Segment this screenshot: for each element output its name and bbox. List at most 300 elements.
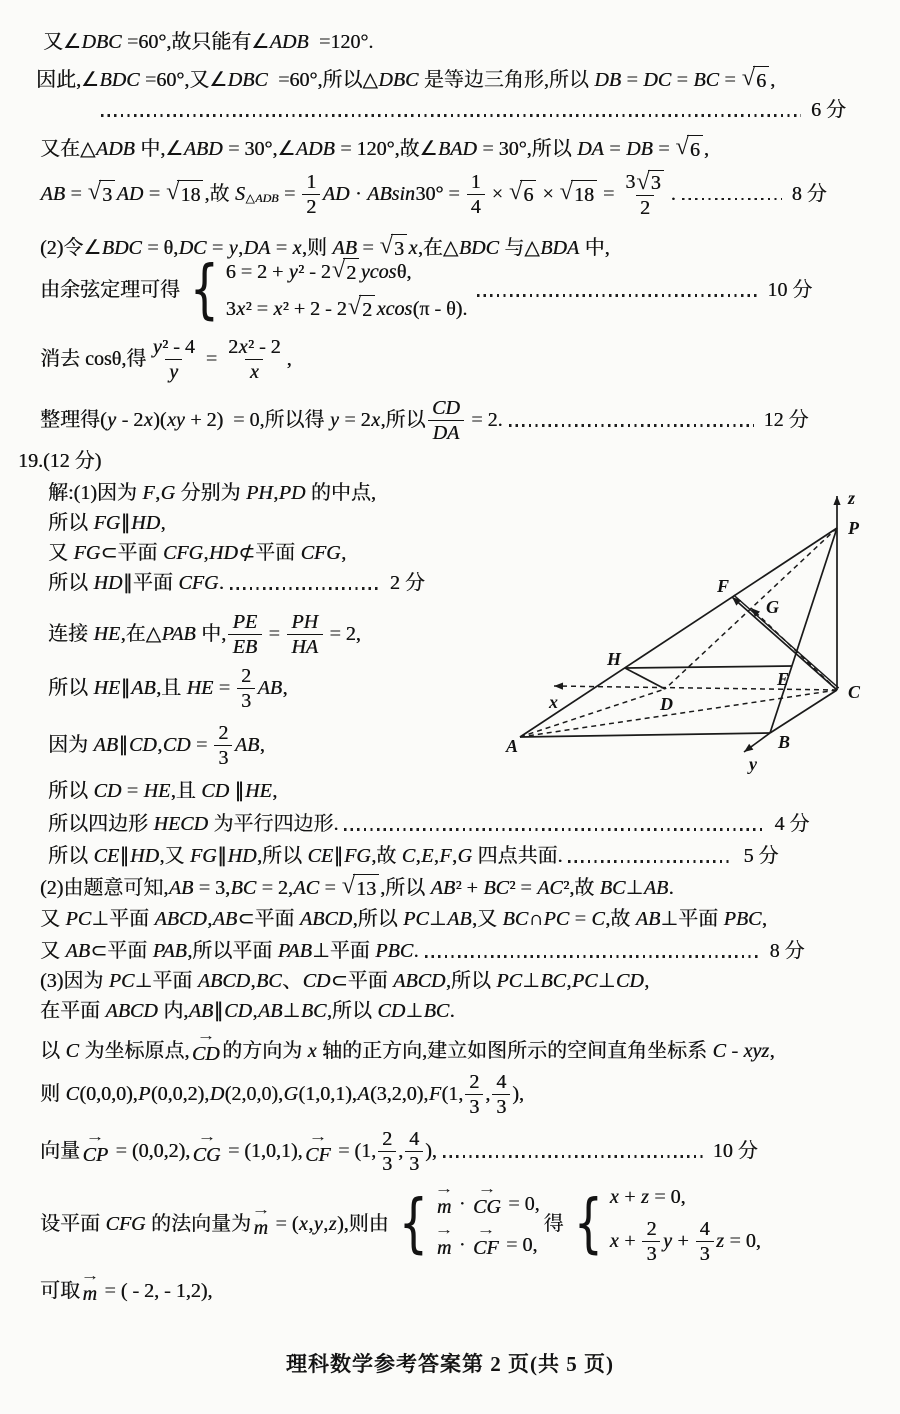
radicand: [343, 258, 359, 286]
text-run: 内,: [158, 1000, 189, 1022]
text-run: = 2,: [324, 623, 361, 645]
vector-arrow-icon: →: [477, 1182, 497, 1197]
math-var: BC: [483, 876, 509, 899]
text-run: (0,0,0),: [79, 1083, 138, 1105]
text-run: ,所以: [445, 970, 496, 992]
math-var: BC: [230, 876, 257, 899]
math-var: HE: [93, 623, 121, 645]
text-run: (3,2,0),: [370, 1083, 429, 1105]
math-var: AB: [188, 1000, 214, 1022]
cases-group: [393, 1182, 540, 1261]
math-var: F: [142, 482, 155, 504]
numerator: [405, 1129, 423, 1151]
line-19-para: [48, 812, 809, 837]
math-var: CG: [473, 1196, 501, 1218]
math-var: BAD: [437, 137, 477, 160]
line-result-12: [40, 398, 809, 443]
line-19-2a: [40, 874, 674, 902]
text-run: ⊥: [282, 1000, 301, 1022]
denominator: [214, 745, 232, 768]
text-run: ,且: [156, 677, 187, 699]
denominator: [696, 1241, 714, 1264]
math-var: EB: [232, 636, 258, 658]
text-run: 1: [470, 170, 481, 193]
sqrt-expression: [676, 135, 703, 163]
math-var: AB: [430, 876, 456, 899]
point-label-G: G: [766, 597, 779, 617]
vector-body: [436, 1196, 451, 1218]
math-var: CD: [224, 1000, 252, 1022]
text-run: 解:(1)因为: [48, 482, 142, 504]
math-var: C: [65, 1039, 79, 1062]
math-var: m: [253, 1216, 268, 1239]
text-run: .: [668, 876, 674, 899]
text-run: ,: [308, 1213, 314, 1235]
cases-row: [226, 295, 468, 323]
text-run: 10 分: [712, 1140, 758, 1162]
text-run: ,在△: [120, 623, 162, 645]
math-var: AB: [131, 677, 156, 699]
text-run: +: [619, 1186, 641, 1208]
denominator: [245, 359, 263, 382]
math-var: DBC: [81, 31, 122, 53]
text-run: 3: [225, 297, 236, 320]
text-run: 所以: [48, 780, 93, 802]
sqrt-expression: [742, 66, 769, 94]
math-var: AB: [447, 908, 472, 930]
text-run: ∥: [229, 780, 245, 802]
math-var: CD: [162, 734, 191, 756]
numerator: [428, 398, 465, 420]
point-label-F: F: [717, 576, 730, 596]
text-run: ,所以: [352, 908, 403, 930]
text-run: ·: [453, 1192, 471, 1215]
vector: [192, 1129, 221, 1168]
line-19-3b: [40, 999, 455, 1024]
text-run: 3: [646, 1243, 657, 1265]
vector: [434, 1223, 454, 1261]
text-run: 整理得(: [40, 409, 107, 431]
math-var: A: [357, 1083, 370, 1105]
radicand: [353, 874, 379, 902]
line-19-m: [40, 1269, 213, 1307]
math-var: BC: [300, 1000, 327, 1022]
text-run: 6 分: [811, 99, 846, 121]
text-run: =: [200, 348, 223, 370]
fraction: [237, 666, 255, 711]
text-run: 所以: [48, 845, 93, 867]
math-var: x: [408, 236, 418, 259]
text-run: ×: [486, 182, 508, 205]
text-run: 的方向为: [222, 1039, 308, 1062]
fraction: [405, 1129, 423, 1174]
sqrt-expression: [509, 180, 536, 208]
text-run: =: [263, 623, 285, 645]
math-var: CD: [615, 970, 644, 992]
vector-arrow-icon: →: [196, 1029, 216, 1044]
math-var: PC: [496, 970, 522, 992]
math-var: CF: [305, 1143, 331, 1166]
radical-sign: √: [559, 178, 574, 206]
text-run: ,: [282, 677, 288, 699]
vector-body: [82, 1144, 109, 1166]
math-var: PAB: [152, 940, 187, 962]
math-var: DB: [594, 68, 621, 91]
math-var: ABD: [183, 137, 223, 160]
numerator: [287, 612, 323, 634]
brace-icon: {: [189, 252, 220, 327]
math-var: xyz: [743, 1039, 770, 1062]
text-run: ∥: [213, 1000, 224, 1022]
math-var: x: [292, 236, 302, 259]
text-run: = 0,: [503, 1192, 540, 1215]
text-run: 以: [40, 1039, 65, 1062]
subscript: [245, 191, 279, 206]
radicand: [520, 180, 536, 208]
score-label: [774, 812, 809, 837]
vector-body: [192, 1144, 221, 1166]
math-var: G: [283, 1083, 298, 1105]
vector-arrow-icon: →: [197, 1129, 217, 1145]
math-var: PC: [571, 970, 598, 992]
math-var: y: [152, 336, 162, 358]
math-var: FG: [93, 512, 121, 534]
text-run: ,: [485, 1083, 491, 1105]
math-var: F: [428, 1083, 442, 1105]
line-19-2c: [40, 939, 805, 964]
score-label: [743, 844, 778, 869]
math-var: DA: [577, 137, 604, 160]
text-run: 18: [180, 184, 201, 207]
text-run: ,: [433, 845, 439, 867]
text-run: ,故: [605, 908, 636, 930]
sqrt-expression: [636, 170, 663, 193]
text-run: = 0,: [724, 1230, 761, 1252]
text-run: 4: [496, 1071, 507, 1093]
text-run: ,: [398, 1140, 404, 1162]
math-var: y: [329, 409, 339, 431]
score-label: [811, 98, 846, 123]
text-run: ⊥: [625, 876, 644, 899]
line-equilateral: [36, 66, 775, 94]
line-19-cdhe: [48, 779, 277, 804]
math-var: CD: [302, 970, 331, 992]
text-run: ,: [273, 482, 279, 504]
radicand: [648, 170, 664, 193]
math-var: E: [421, 845, 434, 867]
numerator: [228, 612, 261, 634]
text-run: (1,: [441, 1083, 464, 1105]
math-var: PH: [291, 611, 319, 633]
radical-sign: √: [341, 872, 356, 899]
text-run: 2: [346, 262, 357, 284]
line-19-1c: [48, 541, 346, 566]
math-var: x: [273, 297, 283, 320]
edge-solid: [770, 690, 837, 733]
text-run: ,: [415, 845, 421, 867]
fraction: [228, 612, 261, 657]
radicand: [571, 180, 597, 208]
text-run: ,: [703, 137, 709, 160]
text-run: = 120°,故∠: [335, 137, 438, 160]
text-run: )(: [153, 409, 167, 431]
vector: [251, 1202, 271, 1241]
text-run: ,: [761, 908, 767, 930]
text-run: 4: [409, 1128, 420, 1150]
radical-sign: √: [636, 168, 650, 195]
denominator: [642, 1241, 660, 1264]
radical-sign: √: [87, 178, 102, 206]
text-run: ,: [238, 236, 244, 259]
text-run: 所以四边形: [48, 813, 153, 835]
math-var: CP: [82, 1143, 109, 1166]
dots-leader: [443, 1155, 703, 1158]
math-var: PAB: [161, 623, 196, 645]
math-var: CD: [201, 780, 230, 802]
math-var: x: [371, 409, 380, 431]
sqrt-expression: [560, 180, 597, 208]
text-run: .: [413, 940, 419, 962]
text-run: ∥: [217, 845, 228, 867]
text-run: = 2: [339, 409, 371, 431]
text-run: 所以: [48, 677, 93, 699]
text-run: 在平面: [40, 1000, 105, 1022]
text-run: 2: [306, 195, 317, 218]
text-run: 2: [382, 1128, 393, 1150]
edge-dashed: [520, 689, 665, 737]
math-var: BDC: [458, 236, 499, 259]
text-run: .: [449, 1000, 455, 1022]
text-run: ⊥平面: [91, 908, 154, 930]
text-run: 又∠: [43, 31, 81, 53]
text-run: 消去: [40, 348, 85, 370]
text-run: = 0,: [501, 1233, 538, 1256]
text-run: =: [143, 182, 166, 205]
math-var: z: [640, 1186, 649, 1208]
text-run: ×: [537, 182, 559, 205]
text-run: 所以: [48, 512, 93, 534]
text-run: = 2.: [466, 409, 503, 431]
text-run: =: [719, 68, 741, 91]
text-run: ,: [323, 1213, 329, 1235]
math-var: BC: [502, 908, 529, 930]
score-label: [764, 408, 809, 433]
dots-leader: [344, 828, 764, 831]
math-var: BDC: [101, 236, 142, 259]
sqrt-expression: [348, 295, 375, 323]
math-var: HECD: [153, 813, 208, 835]
math-var: AB: [257, 1000, 283, 1022]
sqrt-expression: [166, 180, 203, 208]
fraction: [378, 1129, 396, 1174]
math-var: PH: [246, 482, 273, 504]
line-19-points: [40, 1072, 524, 1117]
text-run: ,故: [371, 845, 402, 867]
math-var: ABsin: [367, 182, 415, 205]
denominator: [228, 634, 261, 657]
radicand: [99, 180, 115, 208]
math-var: C: [401, 845, 416, 867]
text-run: =: [653, 137, 675, 160]
text-run: ⊥平面: [660, 908, 724, 930]
figure-3d-diagram: [498, 482, 890, 789]
text-run: 6: [689, 139, 700, 161]
text-run: ⊄平面: [238, 542, 301, 564]
line-19-1d: [48, 571, 425, 596]
math-var: xcos: [376, 297, 413, 320]
text-run: ,故: [204, 182, 235, 205]
math-var: AB: [635, 908, 661, 930]
text-run: ,: [341, 542, 347, 564]
edge-solid: [625, 666, 792, 668]
text-run: ∩: [528, 908, 544, 930]
point-label-A: A: [506, 736, 519, 756]
text-run: 2: [646, 1218, 657, 1240]
text-run: ⊥: [522, 970, 540, 992]
fraction: [696, 1219, 714, 1264]
text-run: ² + 2 - 2: [282, 297, 347, 320]
text-run: 四点共面.: [472, 845, 563, 867]
math-var: CD: [432, 397, 460, 419]
vector-arrow-icon: →: [80, 1269, 100, 1284]
text-run: 10 分: [767, 279, 813, 301]
text-run: (0,0,2),: [150, 1083, 210, 1105]
text-run: ,则: [301, 236, 332, 259]
vector-body: [305, 1144, 332, 1166]
math-var: HD: [227, 845, 257, 867]
math-var: ABCD: [299, 908, 353, 930]
score-label: [390, 571, 425, 596]
text-run: θ,: [396, 260, 412, 283]
math-var: HE: [245, 780, 272, 802]
vector-body: [473, 1196, 502, 1218]
text-run: = 3,: [193, 876, 231, 899]
text-run: =: [270, 236, 293, 259]
text-run: 4 分: [774, 813, 810, 835]
text-run: =: [65, 182, 87, 205]
text-run: =: [604, 137, 626, 160]
math-var: D: [209, 1083, 225, 1105]
text-run: 3: [218, 747, 229, 769]
math-var: DBC: [227, 68, 268, 91]
line-adb-angle: [43, 30, 373, 55]
math-var: PBC: [723, 908, 762, 930]
text-run: =120°.: [309, 31, 374, 53]
dots-leader: [509, 424, 754, 427]
line-19-cd: [48, 723, 265, 768]
math-var: BC: [423, 1000, 450, 1022]
math-var: PC: [108, 970, 135, 992]
dots-leader: [425, 955, 760, 958]
edge-solid: [520, 733, 770, 737]
fraction: [428, 398, 465, 443]
text-run: =60°,又∠: [139, 68, 228, 91]
text-run: =: [121, 780, 144, 802]
text-run: = 30°,所以: [477, 137, 577, 160]
text-run: 2: [218, 722, 229, 744]
text-run: 30° =: [415, 182, 465, 205]
vector: [305, 1129, 332, 1168]
text-run: 中,: [196, 623, 227, 645]
text-run: = 30°,∠: [223, 137, 296, 160]
math-var: HD: [93, 572, 123, 594]
text-run: = (1,0,1),: [222, 1140, 303, 1162]
fraction: [465, 1072, 483, 1117]
text-run: +: [619, 1230, 641, 1252]
text-run: -: [726, 1039, 744, 1062]
fraction: [302, 172, 320, 217]
vector: [434, 1182, 454, 1220]
math-var: m: [436, 1196, 452, 1218]
text-run: ·: [349, 182, 367, 205]
text-run: ,在△: [417, 236, 459, 259]
text-run: ² - 2: [247, 336, 281, 358]
text-run: 3: [625, 170, 636, 193]
sqrt-expression: [88, 180, 115, 208]
text-run: ⊥: [429, 908, 447, 930]
point-label-z: z: [848, 488, 856, 508]
math-var: AB: [332, 236, 357, 259]
fraction: [214, 723, 232, 768]
math-var: CFG: [300, 542, 341, 564]
text-run: 12 分: [763, 409, 809, 431]
text-run: ∥: [120, 512, 131, 534]
math-var: ADB: [269, 31, 309, 53]
text-run: =: [319, 876, 341, 899]
math-var: AB: [40, 182, 65, 205]
text-run: ,: [770, 68, 776, 91]
text-run: ,: [259, 734, 265, 756]
math-var: PC: [403, 908, 429, 930]
numerator: [492, 1072, 510, 1094]
text-run: 的中点,: [305, 482, 376, 504]
cases-row: [226, 258, 468, 286]
vector-arrow-icon: →: [251, 1202, 271, 1218]
radicand: [359, 295, 375, 323]
math-var: DA: [432, 422, 460, 444]
math-var: x: [298, 1213, 308, 1235]
math-var: x: [249, 361, 259, 383]
math-var: CFG: [105, 1213, 146, 1235]
text-run: 4: [470, 195, 481, 218]
text-run: 1: [306, 170, 317, 193]
text-run: = 2,: [256, 876, 293, 899]
math-var: AC: [537, 876, 563, 899]
edge-solid: [520, 528, 837, 737]
text-run: ,: [452, 845, 458, 867]
sqrt-expression: [342, 874, 379, 902]
text-run: ,: [272, 780, 278, 802]
text-run: + 2) = 0,所以得: [185, 409, 330, 431]
math-var: AB: [257, 677, 282, 699]
text-run: 8 分: [769, 940, 805, 962]
math-var: CF: [473, 1237, 499, 1259]
math-var: HD: [130, 845, 159, 867]
math-var: CE: [93, 845, 120, 867]
text-run: =: [671, 68, 693, 91]
fraction: [287, 612, 323, 657]
text-run: ,: [155, 482, 161, 504]
radical-sign: √: [675, 133, 689, 160]
brace-icon: {: [398, 1186, 428, 1261]
text-run: 又在△: [40, 137, 96, 160]
radical-sign: √: [379, 232, 394, 259]
vector: [473, 1223, 500, 1261]
math-function: cos: [85, 348, 112, 370]
math-var: z: [328, 1213, 337, 1235]
brace-icon: {: [573, 1186, 603, 1261]
math-var: CD: [128, 734, 157, 756]
